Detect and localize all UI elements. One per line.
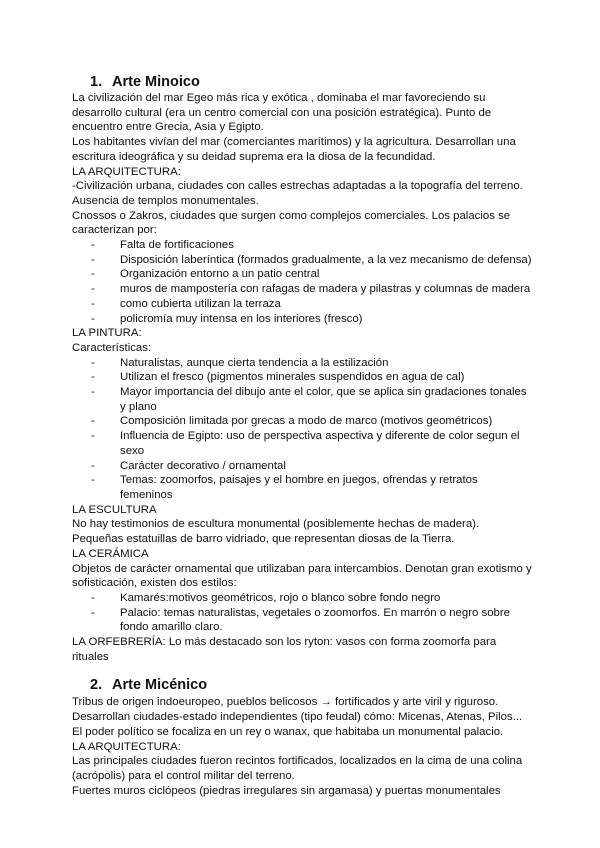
paragraph-arquitectura-1: -Civilización urbana, ciudades con calles estrechas adaptadas a la topografía del terreno. Ausencia de templos monumentales. [72,180,523,207]
list-ceramica [72,591,532,635]
list-item: - Mayor importancia del dibujo ante el color, que se aplica sin gradaciones tonales y plano [91,386,527,413]
section-title: Arte Micénico [112,677,208,694]
subheading-arquitectura: LA ARQUITECTURA: [72,165,181,178]
list-item: - Temas: zoomorfos, paisajes y el hombre en juegos, ofrendas y retratos femeninos [91,474,478,501]
paragraph-micenico-1: Tribus de origen indoeuropeo, pueblos belicosos → fortificados y arte viril y riguroso. [72,696,499,709]
list-pintura [72,356,532,503]
list-item: - Influencia de Egipto: uso de perspectiva aspectiva y diferente de color segun el sexo [91,430,520,457]
list-item: - Falta de fortificaciones [91,239,234,252]
paragraph-micenico-3: El poder político se focaliza en un rey o wanax, que habitaba un monumental palacio. [72,725,504,738]
list-item: - Disposición laberíntica (formados gradualmente, a la vez mecanismo de defensa) [91,253,532,266]
paragraph-arquitectura-2: Cnossos o Zakros, ciudades que surgen como complejos comerciales. Los palacios se caracterizan por: [72,209,511,237]
paragraph-intro-1: La civilización del mar Egeo más rica y exótica , dominaba el mar favoreciendo su desarrollo cultural (era un centro comercial con una posición estratégica). Punto de encuentro entre Grecia, Asia y Egipto. [72,92,492,134]
paragraph-arquitectura-micenica-1: Las principales ciudades fueron recintos fortificados, localizados en la cima de una colina (acrópolis) para el control militar del terreno. [72,755,523,782]
list-item: - Composición limitada por grecas a modo de marco (motivos geométricos) [91,415,493,428]
list-item: - Carácter decorativo / ornamental [91,459,286,472]
list-item: - Organización entorno a un patio central [91,268,320,281]
paragraph-intro-2: Los habitantes vivían del mar (comerciantes marítimos) y la agricultura. Desarrollan una escritura ideográfica y su deidad suprema era la diosa de la fecundidad. [72,136,516,163]
list-palacios [72,238,532,326]
paragraph-orfebreria: LA ORFEBRERÍA: Lo más destacado son los ryton: vasos con forma zoomorfa para rituales [72,636,497,663]
paragraph-ceramica: Objetos de carácter ornamental que utilizaban para intercambios. Denotan gran exotismo y sofisticación, existen dos estilos: [72,562,532,590]
list-item: - Palacio: temas naturalistas, vegetales o zoomorfos. En marrón o negro sobre fondo amarillo claro. [91,606,511,634]
subheading-arquitectura-micenica: LA ARQUITECTURA: [72,740,181,753]
list-item: - Utilizan el fresco (pigmentos minerales suspendidos en agua de cal) [91,371,465,384]
list-item: - Naturalistas, aunque cierta tendencia a la estilización [91,356,389,369]
list-item: - muros de mampostería con rafagas de madera y pilastras y columnas de madera [91,283,531,296]
section-heading-arte-micenico: 2. Arte Micénico [90,677,208,694]
subheading-pintura: LA PINTURA: [72,327,142,340]
document-page [72,68,532,798]
subheading-escultura: LA ESCULTURA [72,503,157,516]
list-item: - como cubierta utilizan la terraza [91,297,281,310]
section-title: Arte Minoico [112,74,200,90]
paragraph-escultura: No hay testimonios de escultura monumental (posiblemente hechas de madera). Pequeñas estatuillas de barro vidriado, que representan diosas de la Tierra. [72,518,480,546]
paragraph-micenico-2: Desarrollan ciudades-estado independientes (tipo feudal) cómo: Micenas, Atenas, Pilos... [72,711,523,724]
subheading-caracteristicas: Características: [72,341,152,354]
section-heading-arte-minoico: 1. Arte Minoico [90,74,200,90]
list-item: - Kamarés:motivos geométricos, rojo o blanco sobre fondo negro [91,591,441,604]
paragraph-arquitectura-micenica-2: Fuertes muros ciclópeos (piedras irregulares sin argamasa) y puertas monumentales [72,784,501,797]
subheading-ceramica: LA CERÁMICA [72,547,149,560]
list-item: - policromía muy intensa en los interiores (fresco) [91,312,363,325]
